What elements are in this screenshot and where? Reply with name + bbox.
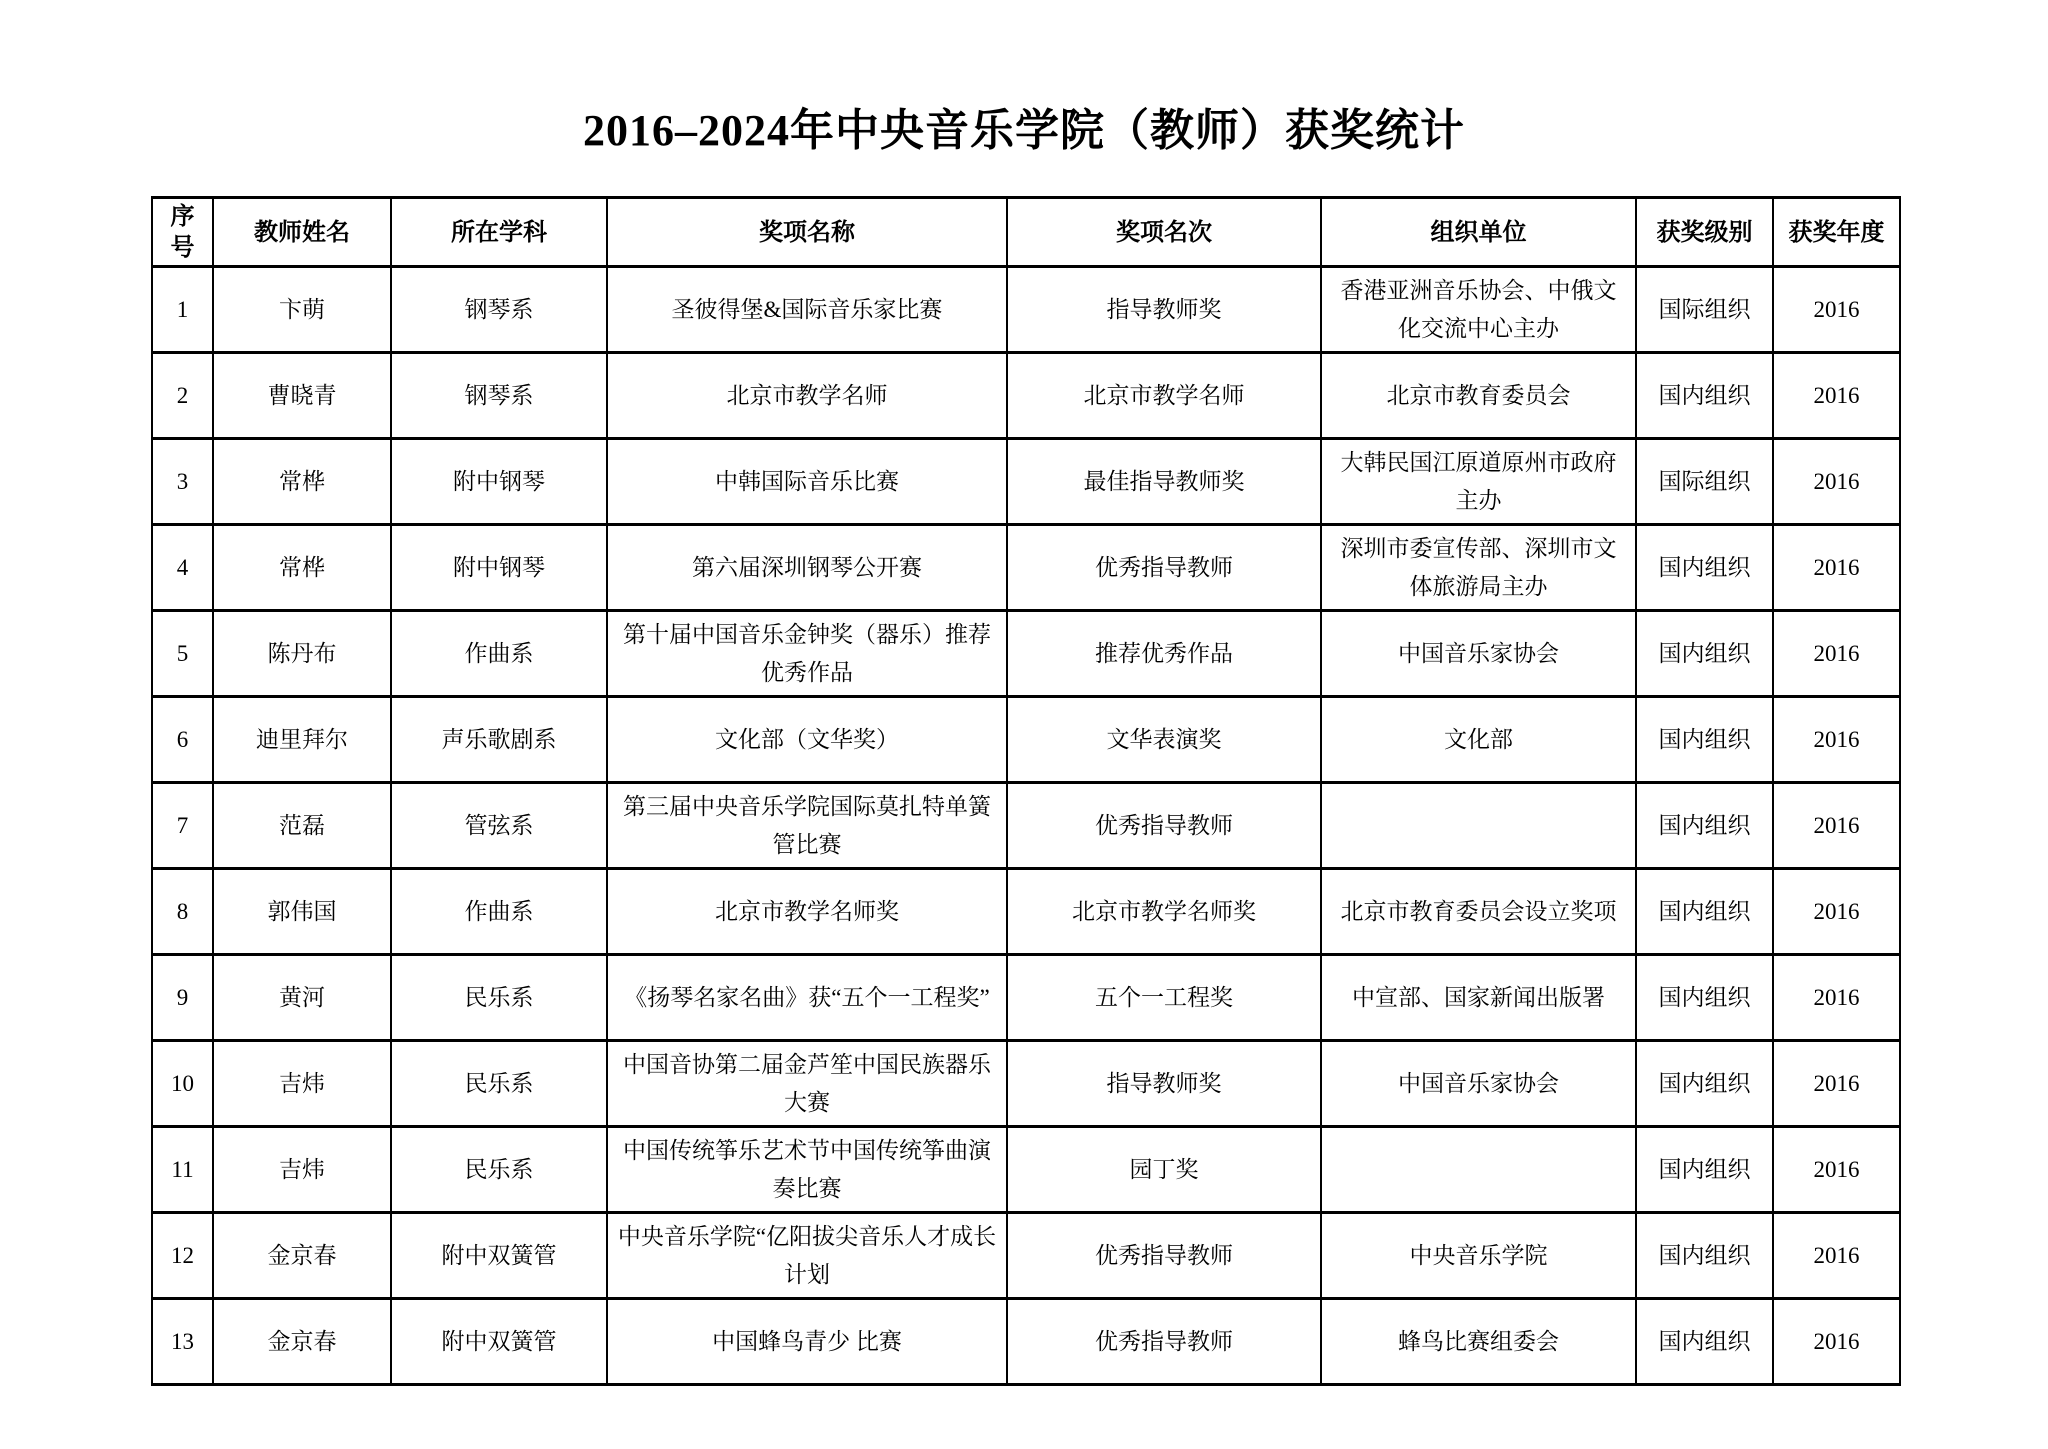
cell-teacher-name: 常桦: [213, 439, 391, 525]
cell-index: 2: [152, 353, 213, 439]
cell-teacher-name: 黄河: [213, 955, 391, 1041]
cell-organizer: [1321, 783, 1636, 869]
header-cell-award-level: 获奖级别: [1636, 198, 1773, 267]
cell-department: 管弦系: [391, 783, 607, 869]
cell-award-year: 2016: [1773, 267, 1900, 353]
cell-award-level: 国内组织: [1636, 1041, 1773, 1127]
table-row: [152, 267, 1900, 353]
cell-award-rank: 北京市教学名师: [1007, 353, 1321, 439]
table-row: [152, 1041, 1900, 1127]
header-cell-award-rank: 奖项名次: [1007, 198, 1321, 267]
header-cell-index: 序号: [152, 198, 213, 267]
table-row: [152, 1213, 1900, 1299]
cell-department: 附中钢琴: [391, 439, 607, 525]
cell-organizer: 香港亚洲音乐协会、中俄文化交流中心主办: [1321, 267, 1636, 353]
cell-award-year: 2016: [1773, 869, 1900, 955]
cell-award-name: 中国传统筝乐艺术节中国传统筝曲演奏比赛: [607, 1127, 1007, 1213]
cell-department: 民乐系: [391, 1127, 607, 1213]
cell-award-name: 第六届深圳钢琴公开赛: [607, 525, 1007, 611]
cell-index: 12: [152, 1213, 213, 1299]
cell-index: 6: [152, 697, 213, 783]
table-row: [152, 611, 1900, 697]
cell-organizer: 中国音乐家协会: [1321, 1041, 1636, 1127]
cell-award-rank: 北京市教学名师奖: [1007, 869, 1321, 955]
cell-teacher-name: 常桦: [213, 525, 391, 611]
cell-award-level: 国际组织: [1636, 439, 1773, 525]
cell-department: 附中钢琴: [391, 525, 607, 611]
cell-award-year: 2016: [1773, 1213, 1900, 1299]
cell-award-year: 2016: [1773, 1299, 1900, 1385]
cell-award-year: 2016: [1773, 1041, 1900, 1127]
cell-award-name: 第十届中国音乐金钟奖（器乐）推荐优秀作品: [607, 611, 1007, 697]
cell-award-year: 2016: [1773, 1127, 1900, 1213]
cell-award-rank: 优秀指导教师: [1007, 525, 1321, 611]
cell-index: 5: [152, 611, 213, 697]
cell-award-year: 2016: [1773, 697, 1900, 783]
cell-teacher-name: 迪里拜尔: [213, 697, 391, 783]
cell-award-name: 圣彼得堡&国际音乐家比赛: [607, 267, 1007, 353]
header-cell-teacher-name: 教师姓名: [213, 198, 391, 267]
cell-index: 1: [152, 267, 213, 353]
cell-award-name: 北京市教学名师: [607, 353, 1007, 439]
cell-award-level: 国内组织: [1636, 1127, 1773, 1213]
cell-award-rank: 优秀指导教师: [1007, 1213, 1321, 1299]
cell-organizer: 北京市教育委员会设立奖项: [1321, 869, 1636, 955]
cell-department: 作曲系: [391, 611, 607, 697]
cell-award-level: 国内组织: [1636, 353, 1773, 439]
cell-award-name: 《扬琴名家名曲》获“五个一工程奖”: [607, 955, 1007, 1041]
cell-award-level: 国内组织: [1636, 1299, 1773, 1385]
cell-award-level: 国内组织: [1636, 697, 1773, 783]
cell-award-rank: 优秀指导教师: [1007, 1299, 1321, 1385]
cell-teacher-name: 金京春: [213, 1299, 391, 1385]
page-title: 2016–2024年中央音乐学院（教师）获奖统计: [583, 106, 1465, 155]
table-row: [152, 1127, 1900, 1213]
cell-teacher-name: 陈丹布: [213, 611, 391, 697]
cell-teacher-name: 金京春: [213, 1213, 391, 1299]
cell-organizer: 深圳市委宣传部、深圳市文体旅游局主办: [1321, 525, 1636, 611]
cell-award-name: 第三届中央音乐学院国际莫扎特单簧管比赛: [607, 783, 1007, 869]
cell-award-rank: 推荐优秀作品: [1007, 611, 1321, 697]
cell-award-level: 国内组织: [1636, 611, 1773, 697]
cell-teacher-name: 吉炜: [213, 1127, 391, 1213]
cell-award-level: 国内组织: [1636, 783, 1773, 869]
cell-department: 附中双簧管: [391, 1299, 607, 1385]
cell-index: 4: [152, 525, 213, 611]
table-row: [152, 955, 1900, 1041]
header-cell-department: 所在学科: [391, 198, 607, 267]
cell-teacher-name: 郭伟国: [213, 869, 391, 955]
cell-index: 10: [152, 1041, 213, 1127]
cell-department: 民乐系: [391, 1041, 607, 1127]
cell-award-level: 国内组织: [1636, 869, 1773, 955]
cell-department: 附中双簧管: [391, 1213, 607, 1299]
cell-index: 11: [152, 1127, 213, 1213]
cell-award-year: 2016: [1773, 955, 1900, 1041]
cell-index: 8: [152, 869, 213, 955]
table-row: [152, 353, 1900, 439]
cell-award-rank: 文华表演奖: [1007, 697, 1321, 783]
cell-award-rank: 指导教师奖: [1007, 1041, 1321, 1127]
table-row: [152, 697, 1900, 783]
cell-index: 13: [152, 1299, 213, 1385]
cell-award-rank: 园丁奖: [1007, 1127, 1321, 1213]
cell-award-rank: 优秀指导教师: [1007, 783, 1321, 869]
cell-department: 作曲系: [391, 869, 607, 955]
cell-teacher-name: 吉炜: [213, 1041, 391, 1127]
cell-department: 钢琴系: [391, 353, 607, 439]
table-row: [152, 1299, 1900, 1385]
cell-award-year: 2016: [1773, 525, 1900, 611]
cell-organizer: 中央音乐学院: [1321, 1213, 1636, 1299]
cell-award-name: 中国蜂鸟青少 比赛: [607, 1299, 1007, 1385]
cell-award-name: 中央音乐学院“亿阳拔尖音乐人才成长计划: [607, 1213, 1007, 1299]
cell-organizer: 文化部: [1321, 697, 1636, 783]
cell-award-year: 2016: [1773, 783, 1900, 869]
table-row: [152, 525, 1900, 611]
cell-department: 声乐歌剧系: [391, 697, 607, 783]
cell-organizer: 中宣部、国家新闻出版署: [1321, 955, 1636, 1041]
awards-table: [151, 196, 1901, 1386]
cell-award-year: 2016: [1773, 611, 1900, 697]
cell-department: 民乐系: [391, 955, 607, 1041]
cell-award-name: 中韩国际音乐比赛: [607, 439, 1007, 525]
cell-department: 钢琴系: [391, 267, 607, 353]
cell-organizer: 大韩民国江原道原州市政府主办: [1321, 439, 1636, 525]
cell-award-level: 国内组织: [1636, 1213, 1773, 1299]
cell-index: 3: [152, 439, 213, 525]
table-row: [152, 783, 1900, 869]
cell-teacher-name: 曹晓青: [213, 353, 391, 439]
cell-teacher-name: 范磊: [213, 783, 391, 869]
cell-award-year: 2016: [1773, 439, 1900, 525]
cell-award-rank: 最佳指导教师奖: [1007, 439, 1321, 525]
cell-award-name: 文化部（文华奖）: [607, 697, 1007, 783]
cell-organizer: 蜂鸟比赛组委会: [1321, 1299, 1636, 1385]
cell-award-name: 中国音协第二届金芦笙中国民族器乐大赛: [607, 1041, 1007, 1127]
cell-organizer: [1321, 1127, 1636, 1213]
table-header-row: [152, 198, 1900, 267]
cell-index: 9: [152, 955, 213, 1041]
cell-award-level: 国内组织: [1636, 525, 1773, 611]
cell-organizer: 北京市教育委员会: [1321, 353, 1636, 439]
cell-teacher-name: 卞萌: [213, 267, 391, 353]
header-cell-award-name: 奖项名称: [607, 198, 1007, 267]
cell-award-level: 国际组织: [1636, 267, 1773, 353]
cell-award-level: 国内组织: [1636, 955, 1773, 1041]
cell-organizer: 中国音乐家协会: [1321, 611, 1636, 697]
cell-award-rank: 指导教师奖: [1007, 267, 1321, 353]
cell-award-rank: 五个一工程奖: [1007, 955, 1321, 1041]
table-row: [152, 439, 1900, 525]
header-cell-award-year: 获奖年度: [1773, 198, 1900, 267]
table-row: [152, 869, 1900, 955]
header-cell-organizer: 组织单位: [1321, 198, 1636, 267]
cell-index: 7: [152, 783, 213, 869]
cell-award-year: 2016: [1773, 353, 1900, 439]
cell-award-name: 北京市教学名师奖: [607, 869, 1007, 955]
